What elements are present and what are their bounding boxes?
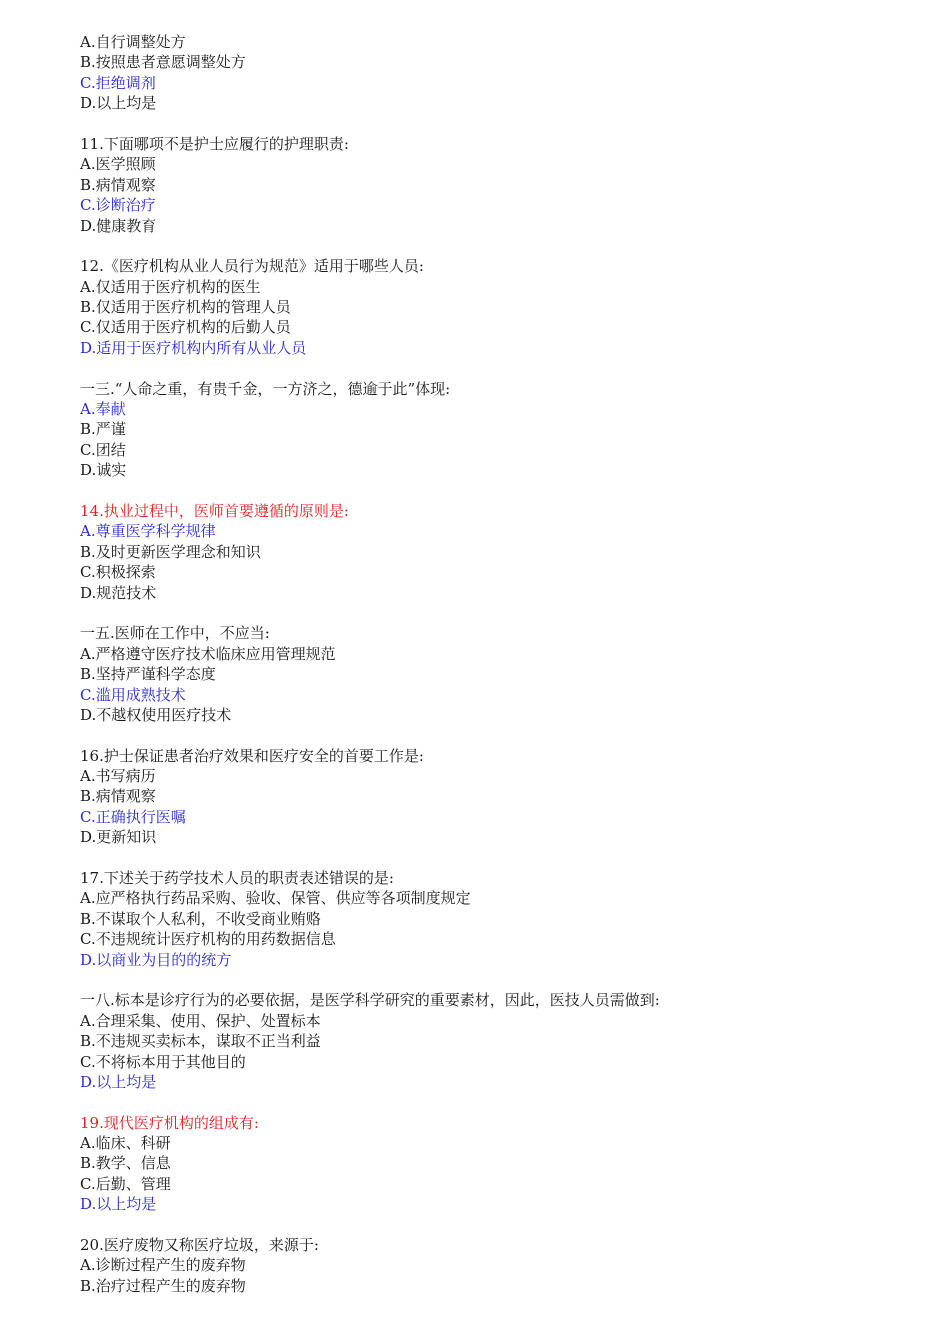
option-b: B.严谨 [80, 420, 126, 439]
option-d: D.健康教育 [80, 216, 157, 235]
option-d-correct: D.以上均是 [80, 1072, 157, 1091]
question-text: 11.下面哪项不是护士应履行的护理职责: [80, 134, 349, 153]
quiz-document [80, 32, 880, 1296]
option-b: B.坚持严谨科学态度 [80, 665, 216, 684]
question-block-12 [80, 256, 880, 358]
option-c: C.不将标本用于其他目的 [80, 1052, 246, 1071]
question-text: 16.护士保证患者治疗效果和医疗安全的首要工作是: [80, 746, 424, 765]
question-block-20 [80, 1235, 880, 1296]
question-text: 12.《医疗机构从业人员行为规范》适用于哪些人员: [80, 257, 424, 276]
option-a-correct: A.奉献 [80, 400, 126, 419]
question-text-highlighted: 14.执业过程中，医师首要遵循的原则是: [80, 501, 349, 520]
option-b: B.仅适用于医疗机构的管理人员 [80, 298, 291, 317]
question-block-11 [80, 134, 880, 236]
option-b: B.不谋取个人私利，不收受商业贿赂 [80, 909, 321, 928]
option-d-correct: D.适用于医疗机构内所有从业人员 [80, 338, 307, 357]
option-a: A.应严格执行药品采购、验收、保管、供应等各项制度规定 [80, 889, 471, 908]
option-d-correct: D.以商业为目的的统方 [80, 950, 232, 969]
option-c-correct: C.拒绝调剂 [80, 73, 156, 92]
option-d: D.以上均是 [80, 94, 157, 113]
question-text: 一三.“人命之重，有贵千金，一方济之，德逾于此”体现: [80, 379, 451, 398]
option-d: D.诚实 [80, 461, 127, 480]
option-a: A.书写病历 [80, 767, 156, 786]
option-c-correct: C.滥用成熟技术 [80, 685, 186, 704]
option-a: A.严格遵守医疗技术临床应用管理规范 [80, 644, 336, 663]
option-b: B.治疗过程产生的废弃物 [80, 1276, 246, 1295]
option-c: C.不违规统计医疗机构的用药数据信息 [80, 930, 336, 949]
option-a: A.诊断过程产生的废弃物 [80, 1256, 246, 1275]
option-d: D.更新知识 [80, 828, 157, 847]
option-c: C.后勤、管理 [80, 1174, 171, 1193]
option-a: A.合理采集、使用、保护、处置标本 [80, 1011, 321, 1030]
option-c-correct: C.诊断治疗 [80, 196, 156, 215]
option-d: D.规范技术 [80, 583, 157, 602]
option-b: B.不违规买卖标本，谋取不正当利益 [80, 1032, 321, 1051]
question-block-13 [80, 379, 880, 481]
option-c: C.积极探索 [80, 563, 156, 582]
question-block-19 [80, 1113, 880, 1215]
option-b: B.教学、信息 [80, 1154, 171, 1173]
option-c: C.仅适用于医疗机构的后勤人员 [80, 318, 291, 337]
question-block-18 [80, 990, 880, 1092]
question-block-17 [80, 868, 880, 970]
option-a: A.自行调整处方 [80, 33, 186, 51]
option-a-correct: A.尊重医学科学规律 [80, 522, 216, 541]
option-a: A.仅适用于医疗机构的医生 [80, 277, 261, 296]
option-d: D.不越权使用医疗技术 [80, 705, 232, 724]
option-a: A.医学照顾 [80, 155, 156, 174]
option-c: C.团结 [80, 440, 126, 459]
question-text: 一八.标本是诊疗行为的必要依据，是医学科学研究的重要素材，因此，医技人员需做到: [80, 991, 660, 1010]
option-c-correct: C.正确执行医嘱 [80, 807, 186, 826]
option-b: B.病情观察 [80, 787, 156, 806]
question-block-14 [80, 501, 880, 603]
option-b: B.按照患者意愿调整处方 [80, 53, 246, 72]
option-b: B.及时更新医学理念和知识 [80, 542, 261, 561]
option-d-correct: D.以上均是 [80, 1195, 157, 1214]
question-text: 一五.医师在工作中，不应当: [80, 624, 270, 643]
question-block-15 [80, 623, 880, 725]
question-block-16 [80, 746, 880, 848]
question-text: 17.下述关于药学技术人员的职责表述错误的是: [80, 869, 394, 888]
option-a: A.临床、科研 [80, 1134, 171, 1153]
option-b: B.病情观察 [80, 175, 156, 194]
question-block-10 [80, 32, 880, 114]
question-text: 20.医疗废物又称医疗垃圾，来源于: [80, 1236, 319, 1255]
question-text-highlighted: 19.现代医疗机构的组成有: [80, 1113, 259, 1132]
